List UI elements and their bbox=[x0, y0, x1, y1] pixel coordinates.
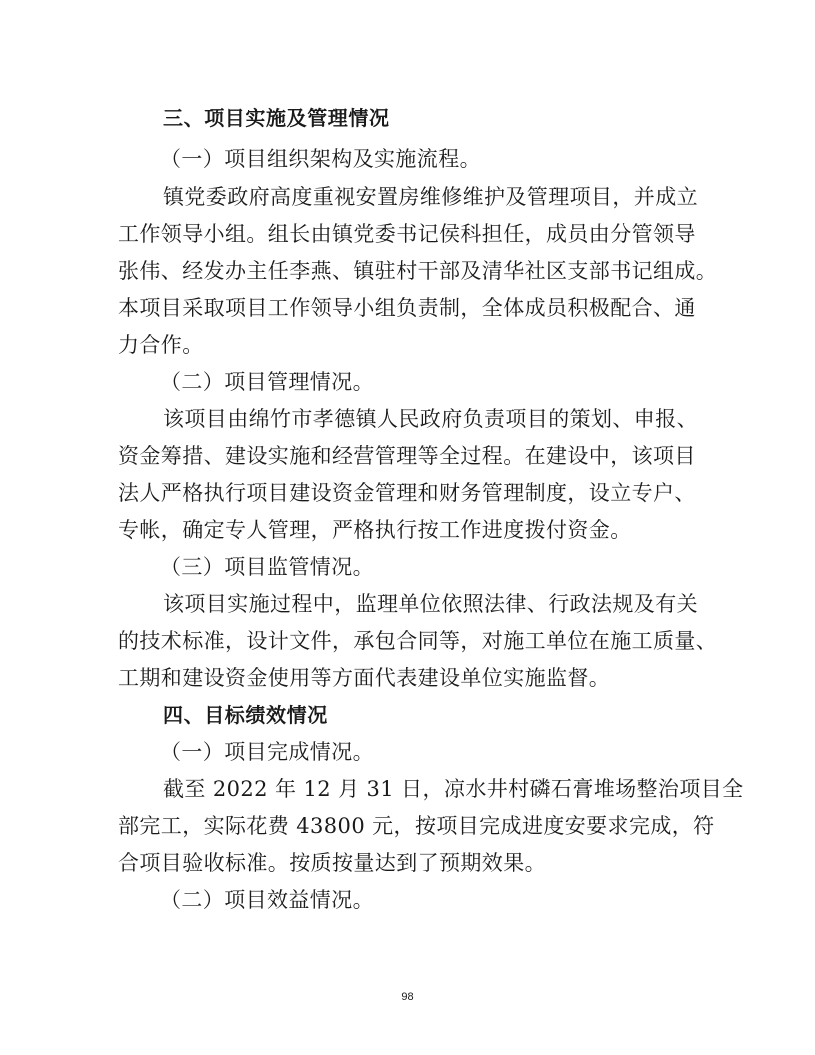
paragraph-line: 部完工，实际花费 43800 元，按项目完成进度安要求完成，符 bbox=[118, 814, 715, 838]
paragraph-line: 工作领导小组。组长由镇党委书记侯科担任，成员由分管领导 bbox=[118, 222, 696, 246]
section-3-3-title: （三）项目监管情况。 bbox=[160, 555, 374, 579]
paragraph-line: 的技术标准，设计文件，承包合同等，对施工单位在施工质量、 bbox=[118, 629, 718, 653]
paragraph-line: 镇党委政府高度重视安置房维修维护及管理项目，并成立 bbox=[163, 185, 698, 209]
section-4-1-title: （一）项目完成情况。 bbox=[160, 740, 374, 764]
paragraph-line: 截至 2022 年 12 月 31 日，凉水井村磷石膏堆场整治项目全 bbox=[163, 777, 744, 801]
paragraph-line: 资金筹措、建设实施和经营管理等全过程。在建设中，该项目 bbox=[118, 444, 696, 468]
section-3-1-title: （一）项目组织架构及实施流程。 bbox=[160, 147, 481, 171]
section-3-2-title: （二）项目管理情况。 bbox=[160, 370, 374, 394]
paragraph-line: 该项目由绵竹市孝德镇人民政府负责项目的策划、申报、 bbox=[163, 407, 698, 431]
paragraph-line: 专帐，确定专人管理，严格执行按工作进度拨付资金。 bbox=[118, 518, 632, 542]
section-3-heading: 三、项目实施及管理情况 bbox=[163, 106, 390, 130]
paragraph-line: 张伟、经发办主任李燕、镇驻村干部及清华社区支部书记组成。 bbox=[118, 259, 718, 283]
paragraph-line: 合项目验收标准。按质按量达到了预期效果。 bbox=[118, 851, 546, 875]
paragraph-line: 力合作。 bbox=[118, 333, 204, 357]
paragraph-line: 法人严格执行项目建设资金管理和财务管理制度，设立专户、 bbox=[118, 481, 696, 505]
page-number: 98 bbox=[401, 991, 414, 1003]
paragraph-line: 该项目实施过程中，监理单位依照法律、行政法规及有关 bbox=[163, 592, 698, 616]
section-4-2-title: （二）项目效益情况。 bbox=[160, 888, 374, 912]
paragraph-line: 本项目采取项目工作领导小组负责制，全体成员积极配合、通 bbox=[118, 296, 696, 320]
section-4-heading: 四、目标绩效情况 bbox=[163, 703, 328, 727]
paragraph-line: 工期和建设资金使用等方面代表建设单位实施监督。 bbox=[118, 666, 611, 690]
